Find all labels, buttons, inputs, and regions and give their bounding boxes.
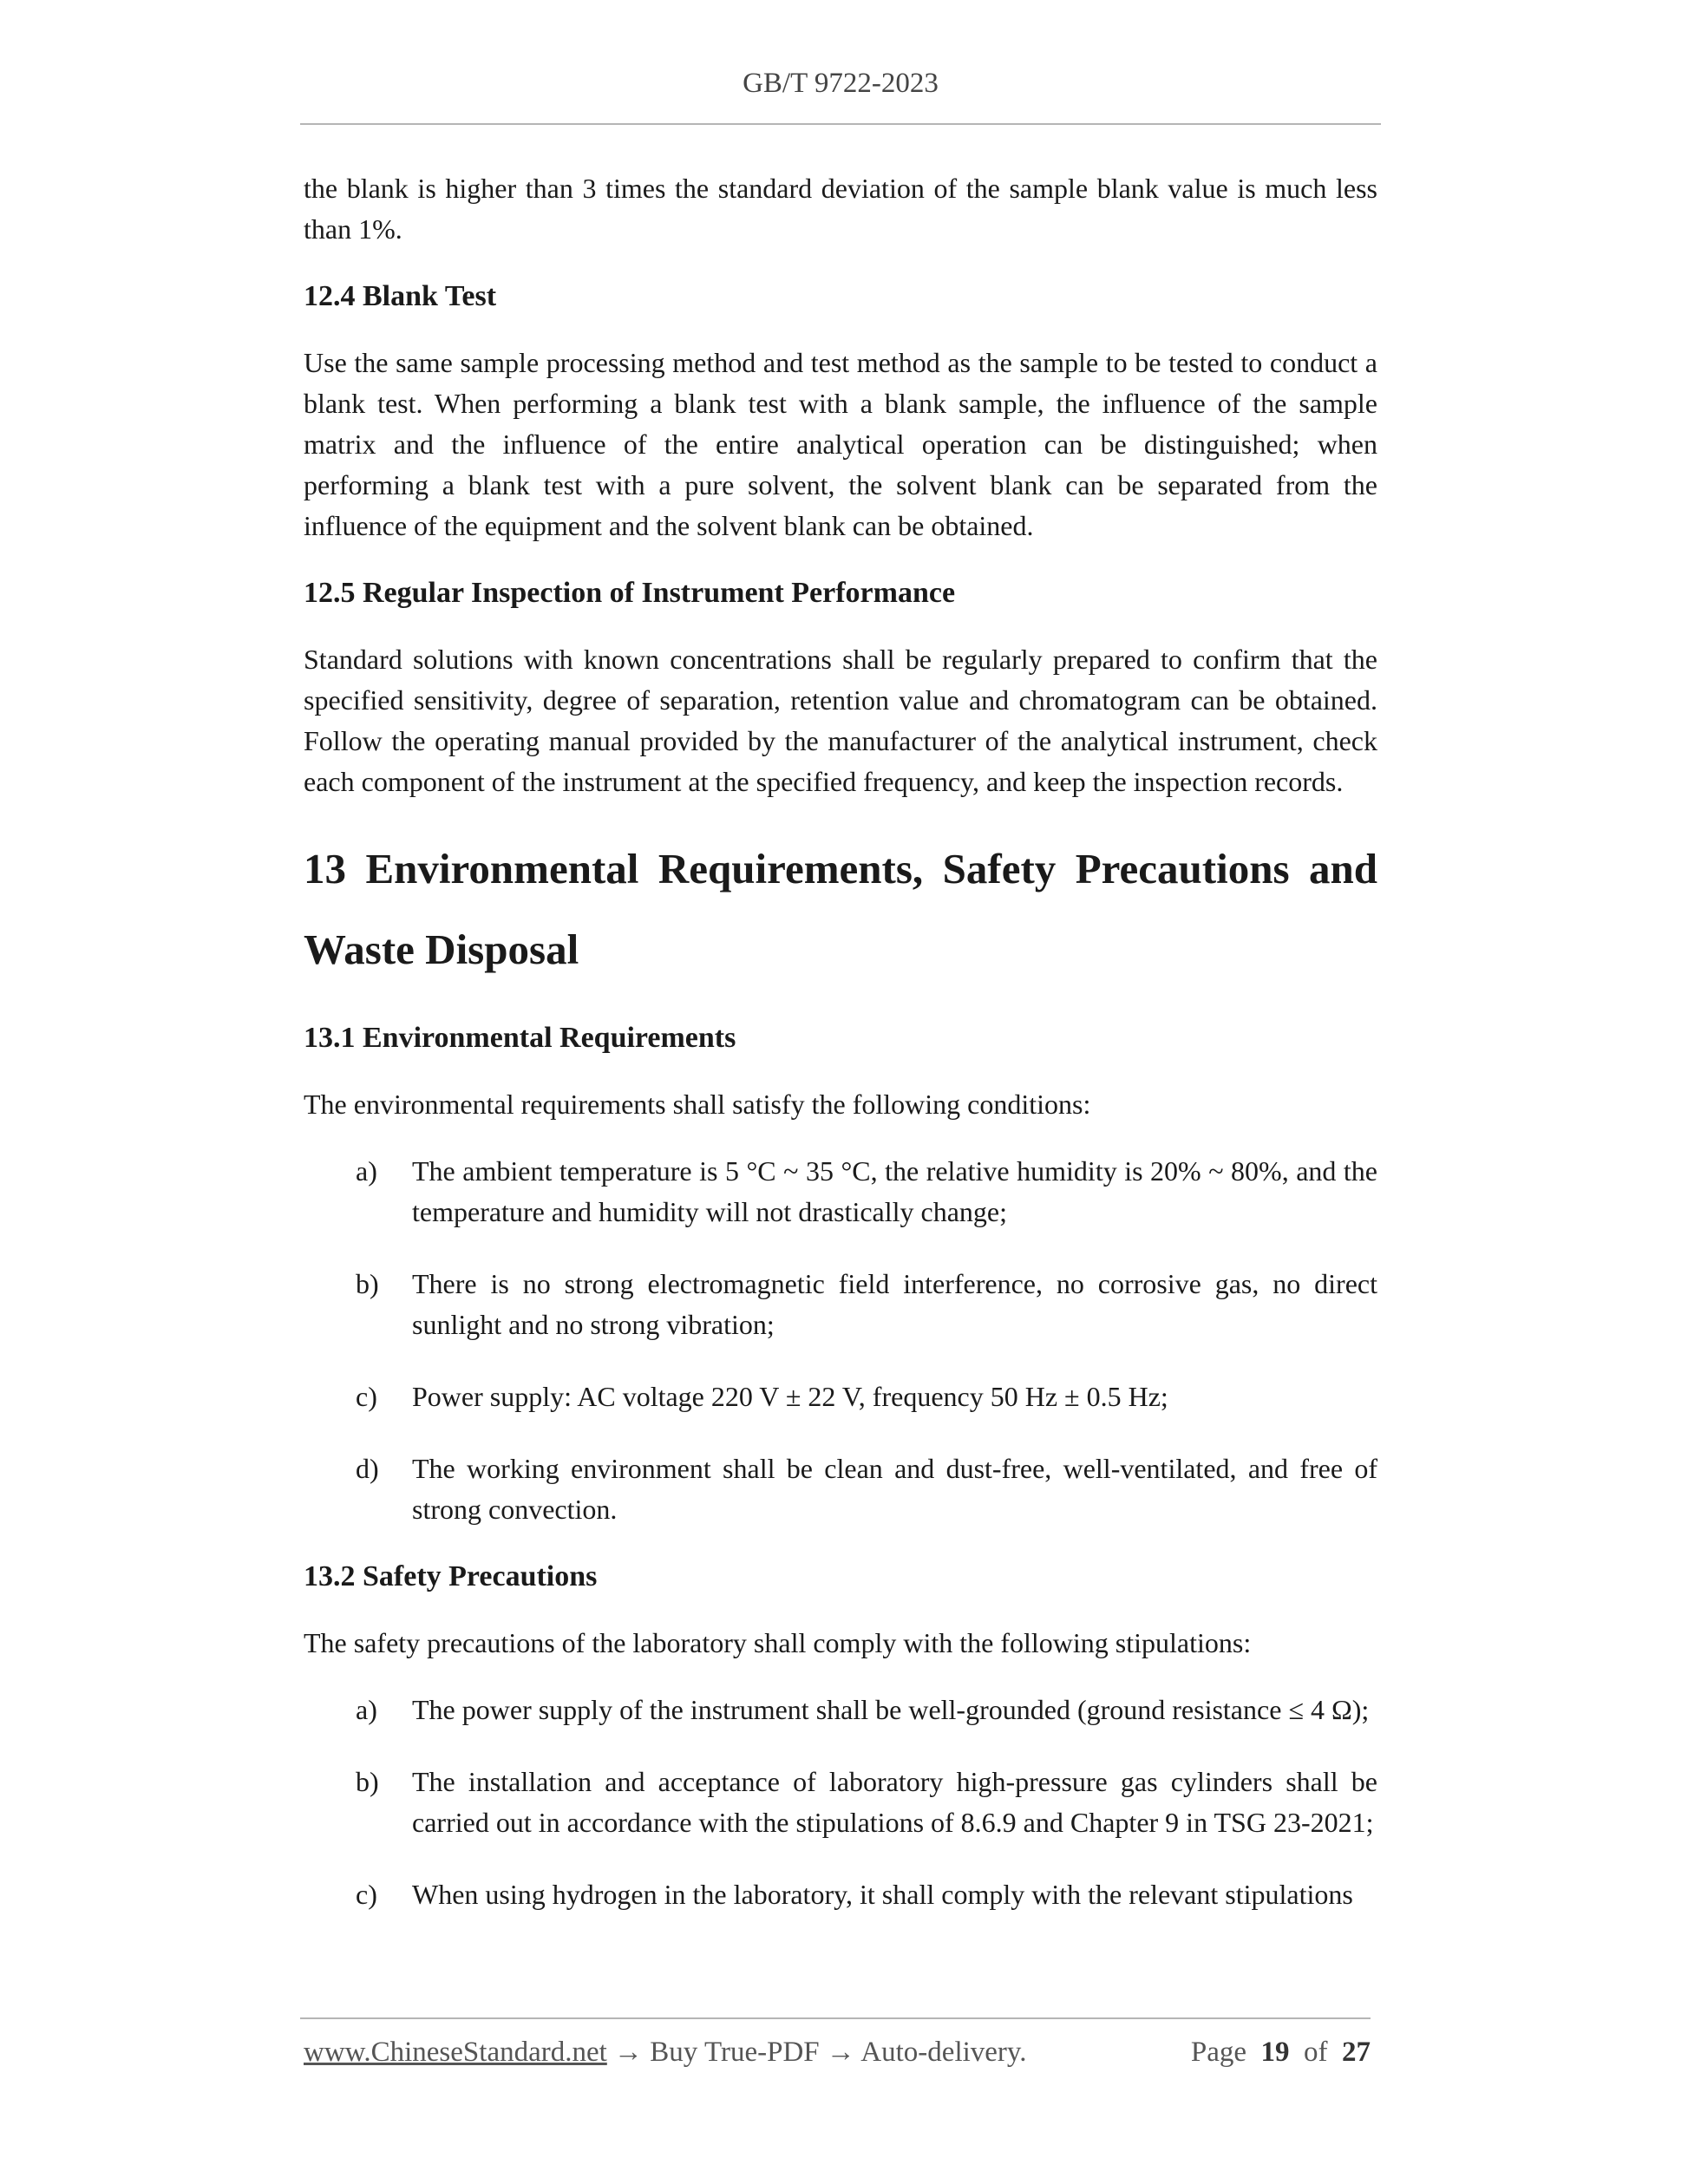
list-text: The power supply of the instrument shall be well-grounded (ground resistance ≤ 4 Ω); (412, 1694, 1370, 1725)
list-marker: a) (356, 1694, 377, 1725)
page-of: of (1304, 2037, 1328, 2068)
page-number (1191, 2037, 1371, 2069)
page-total: 27 (1342, 2037, 1371, 2068)
paragraph-12-5: Standard solutions with known concentrations shall be regularly prepared to confirm that the specified sensitivity, degree of separation, retention value and chromatogram can be obtained. Follow the operating manual provided by the manufacturer of the analytical instrument, check each component of the instrument at the specified frequency, and keep the inspection records. (304, 644, 1377, 797)
list-text: The ambient temperature is 5 °C ~ 35 °C, the relative humidity is 20% ~ 80%, and the temperature and humidity will not drastically change; (412, 1155, 1377, 1227)
list-item (304, 1151, 1377, 1233)
page-current: 19 (1260, 2037, 1290, 2068)
list-marker: b) (356, 1268, 379, 1299)
page-footer (304, 2037, 1371, 2069)
page-label: Page (1190, 2037, 1246, 2068)
list-item (304, 1448, 1377, 1530)
paragraph-13-2: The safety precautions of the laboratory shall comply with the following stipulations: (304, 1627, 1252, 1658)
list-item (304, 1874, 1377, 1915)
list-marker: c) (356, 1879, 377, 1910)
heading-12-4: 12.4 Blank Test (304, 280, 497, 312)
list-13-1 (304, 1151, 1377, 1530)
list-marker: a) (356, 1155, 377, 1187)
heading-13-2: 13.2 Safety Precautions (304, 1560, 598, 1592)
list-text: When using hydrogen in the laboratory, it shall comply with the relevant stipulations (412, 1879, 1353, 1910)
footer-divider (300, 2017, 1371, 2019)
list-item (304, 1762, 1377, 1843)
list-text: Power supply: AC voltage 220 V ± 22 V, frequency 50 Hz ± 0.5 Hz; (412, 1381, 1168, 1412)
paragraph-continuation: the blank is higher than 3 times the standard deviation of the sample blank value is much less than 1%. (304, 173, 1377, 245)
heading-12-5: 12.5 Regular Inspection of Instrument Performance (304, 577, 956, 609)
list-text: There is no strong electromagnetic field interference, no corrosive gas, no direct sunlight and no strong vibration; (412, 1268, 1377, 1340)
list-item (304, 1264, 1377, 1345)
list-marker: d) (356, 1453, 379, 1484)
paragraph-12-4: Use the same sample processing method and test method as the sample to be tested to conduct a blank test. When performing a blank test with a blank sample, the influence of the sample matrix and the influence of the entire analytical operation can be distinguished; when performing a blank test with a pure solvent, the solvent blank can be separated from the influence of the equipment and the solvent blank can be obtained. (304, 347, 1377, 541)
list-item (304, 1690, 1377, 1730)
list-13-2 (304, 1690, 1377, 1915)
header-doc-code: GB/T 9722-2023 (743, 68, 939, 99)
header-divider (300, 123, 1381, 125)
list-marker: c) (356, 1381, 377, 1412)
promo-text: → Buy True-PDF → Auto-delivery. (606, 2037, 1027, 2068)
page-content (304, 168, 1377, 1946)
heading-13: 13 Environmental Requirements, Safety Precautions and Waste Disposal (304, 845, 1377, 973)
site-link[interactable]: www.ChineseStandard.net (304, 2037, 607, 2068)
paragraph-13-1: The environmental requirements shall satisfy the following conditions: (304, 1089, 1091, 1120)
footer-promo (304, 2037, 1027, 2069)
list-text: The working environment shall be clean and dust-free, well-ventilated, and free of strong convection. (412, 1453, 1377, 1525)
list-marker: b) (356, 1766, 379, 1797)
list-text: The installation and acceptance of laboratory high-pressure gas cylinders shall be carried out in accordance with the stipulations of 8.6.9 and Chapter 9 in TSG 23-2021; (412, 1766, 1377, 1838)
heading-13-1: 13.1 Environmental Requirements (304, 1022, 736, 1054)
list-item (304, 1376, 1377, 1417)
